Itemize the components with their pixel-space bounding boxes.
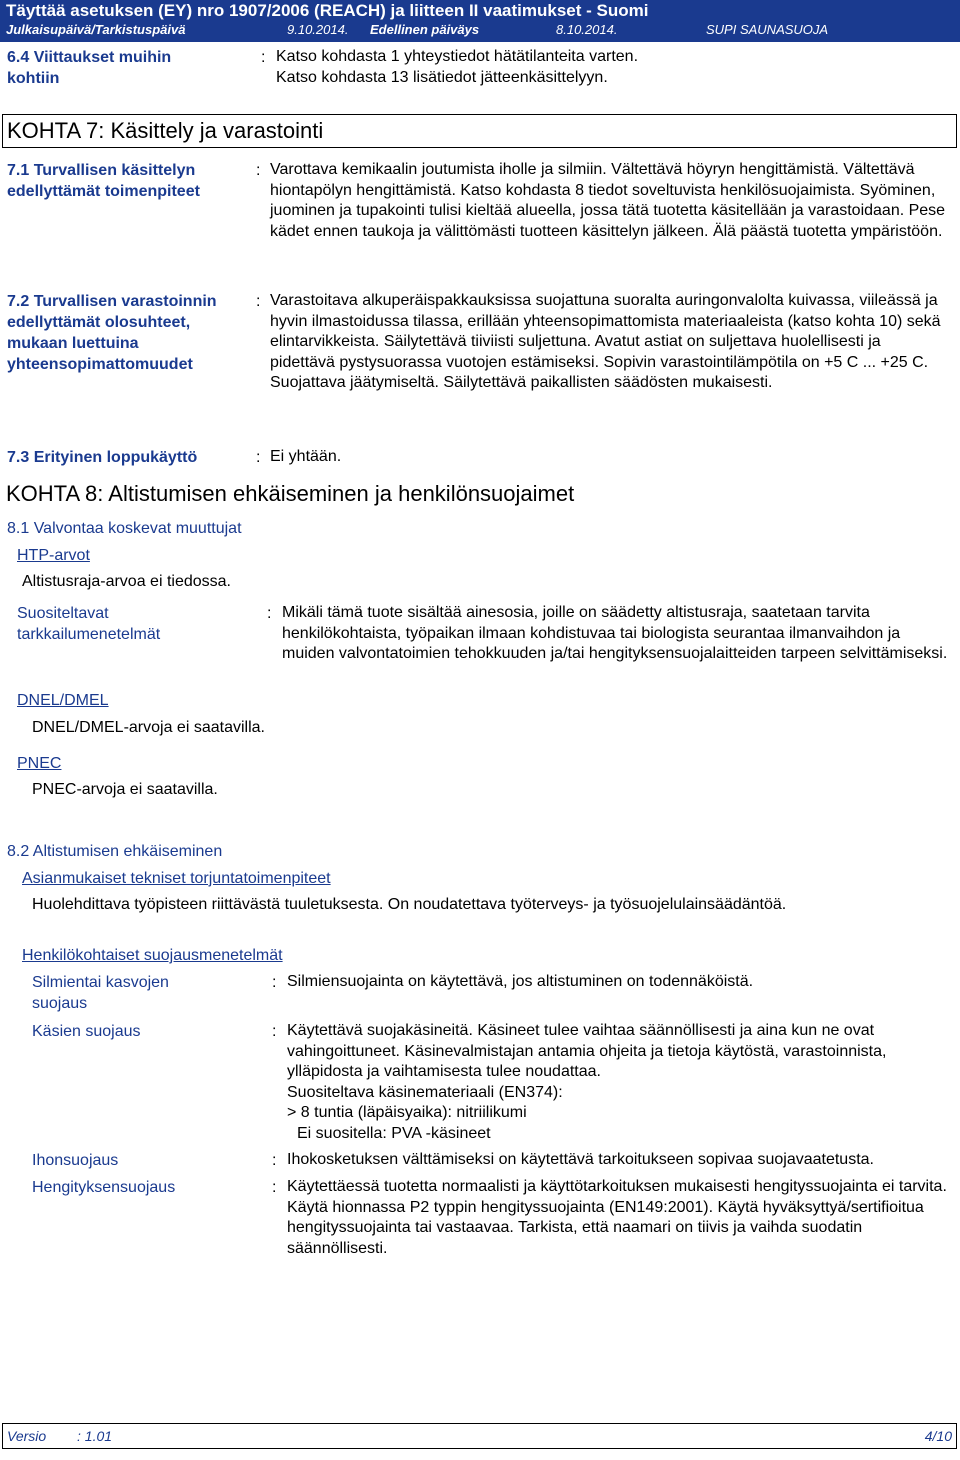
section-7-2-label: 7.2 Turvallisen varastoinnin edellyttämät olosuhteet, mukaan luettuina yhteensopimattomuudet [7,293,217,373]
hand-protection-text [287,1021,952,1144]
document-footer [2,1423,957,1449]
dnel-link[interactable]: DNEL/DMEL [17,692,109,709]
section-6-4-line: Katso kohdasta 1 yhteystiedot hätätilanteita varten. [276,48,639,65]
pnec-link[interactable]: PNEC [17,755,62,772]
publication-date: 9.10.2014. [287,22,349,37]
monitoring-label: Suositeltavat tarkkailumenetelmät [17,605,161,643]
section-7-3-label: 7.3 Erityinen loppukäyttö [7,449,198,466]
skin-protection-text: Ihokosketuksen välttämiseksi on käytettävä tarkoitukseen sopivaa suojavaatetusta. [287,1151,874,1168]
section-7-heading: KOHTA 7: Käsittely ja varastointi [2,114,957,148]
section-7-3-text: Ei yhtään. [270,448,342,465]
colon: : [272,974,277,991]
pnec-text: PNEC-arvoja ei saatavilla. [32,781,218,798]
respiratory-protection-label: Hengityksensuojaus [32,1179,176,1196]
eye-protection-text: Silmiensuojainta on käytettävä, jos altistuminen on todennäköistä. [287,973,754,990]
section-7-1-text: Varottava kemikaalin joutumista iholle ja silmiin. Vältettävä höyryn hengittämistä. Vältettävä hiontapölyn hengittämistä. Katso kohdasta 8 tiedot soveltuvista henkilösuojaimista. Syöminen, juominen ja tupakointi tulisi kieltää alueella, jossa tätä tuotetta käsitellään ja varastoidaan. Pese kädet ennen taukoja ja välittömästi tuotteen käsittelyn jälkeen. Älä päästä tuotetta ympäristöön. [270,161,946,240]
colon: : [272,1179,277,1196]
product-name: SUPI SAUNASUOJA [706,22,829,37]
section-7-2-text: Varastoitava alkuperäispakkauksissa suojattuna suoralta auringonvalolta kuivassa, viileässä ja hyvin ilmastoidussa tilassa, erillään yhteensopimattomista materiaaleista (katso kohta 10) sekä elintarvikkeista. Säilytettävä tiiviisti suljettuna. Avatut astiat on suljettava huolellisesti ja pidettävä pystysuorassa vuotojen estämiseksi. Sopivin varastointilämpötila on +5 C ... +25 C. Suojattava jäätymiseltä. Säilytettävä paikallisten säädösten mukaisesti. [270,292,941,391]
technical-controls-text: Huolehdittava työpisteen riittävästä tuuletuksesta. On noudatettava työterveys- ja työsuojelulainsäädäntöä. [32,896,787,913]
section-6-4-label: 6.4 Viittaukset muihin kohtiin [7,49,172,87]
colon: : [261,49,266,66]
eye-protection-label: Silmientai kasvojen suojaus [32,974,169,1012]
colon: : [272,1023,277,1040]
colon: : [267,605,272,622]
htp-link[interactable]: HTP-arvot [17,547,90,564]
skin-protection-label: Ihonsuojaus [32,1152,119,1169]
hand-protection-label: Käsien suojaus [32,1023,141,1040]
header-title: Täyttää asetuksen (EY) nro 1907/2006 (REACH) ja liitteen II vaatimukset - Suomi [6,1,649,20]
hand-protection-main: Käytettävä suojakäsineitä. Käsineet tulee vaihtaa säännöllisesti ja aina kun ne ovat vahingoittuneet. Käsinevalmistajan antamia ohjeita ja tietoja käytöstä, varastoinnista, ylläpidosta ja vaihtamisesta tulee noudattaa. [287,1022,887,1080]
previous-date: 8.10.2014. [556,22,618,37]
ppe-link[interactable]: Henkilökohtaiset suojausmenetelmät [22,947,283,964]
colon: : [256,162,261,179]
section-6-4-text [276,47,946,88]
document-header [0,0,960,42]
section-8-2-label: 8.2 Altistumisen ehkäiseminen [7,843,223,860]
page-number: 4/10 [924,1428,952,1444]
version-number: : 1.01 [77,1428,113,1444]
hand-material-recommendation: Suositeltava käsinemateriaali (EN374): [287,1083,563,1101]
dnel-text: DNEL/DMEL-arvoja ei saatavilla. [32,719,265,736]
htp-text: Altistusraja-arvoa ei tiedossa. [22,573,231,590]
previous-date-label: Edellinen päiväys [370,22,480,37]
version-label: Versio [7,1428,47,1444]
respiratory-protection-text: Käytettäessä tuotetta normaalisti ja käyttötarkoituksen mukaisesti hengityssuojainta ei tarvita. Käytä hionnassa P2 typpin hengityssuojainta (EN149:2001). Käytä hyväksyttyä/sertifioitua hengityssuojainta tai vastaavaa. Tarkista, että naamari on tiivis ja vaihda suodatin säännöllisesti. [287,1178,947,1257]
colon: : [256,449,261,466]
section-8-1-label: 8.1 Valvontaa koskevat muuttujat [7,520,242,537]
colon: : [256,293,261,310]
publication-date-label: Julkaisupäivä/Tarkistuspäivä [6,22,186,37]
hand-material-recommended: > 8 tuntia (läpäisyaika): nitriilikumi [287,1104,527,1121]
technical-controls-link[interactable]: Asianmukaiset tekniset torjuntatoimenpiteet [22,870,331,887]
section-7-1-label: 7.1 Turvallisen käsittelyn edellyttämät toimenpiteet [7,162,200,200]
section-8-heading: KOHTA 8: Altistumisen ehkäiseminen ja henkilönsuojaimet [6,481,575,506]
colon: : [272,1152,277,1169]
monitoring-text: Mikäli tämä tuote sisältää ainesosia, joille on säädetty altistusraja, saatetaan tarvita henkilökohtaista, työpaikan ilmaan kohdistuvaa tai biologista seurantaa ilmanvaihdon ja muiden valvontatoimien tehokkuuden ja/tai hengityksensuojalaitteiden tarpeen selvittämiseksi. [282,604,948,662]
section-6-4-line: Katso kohdasta 13 lisätiedot jätteenkäsittelyyn. [276,68,608,86]
hand-material-not-recommended: Ei suositella: PVA -käsineet [297,1124,491,1142]
